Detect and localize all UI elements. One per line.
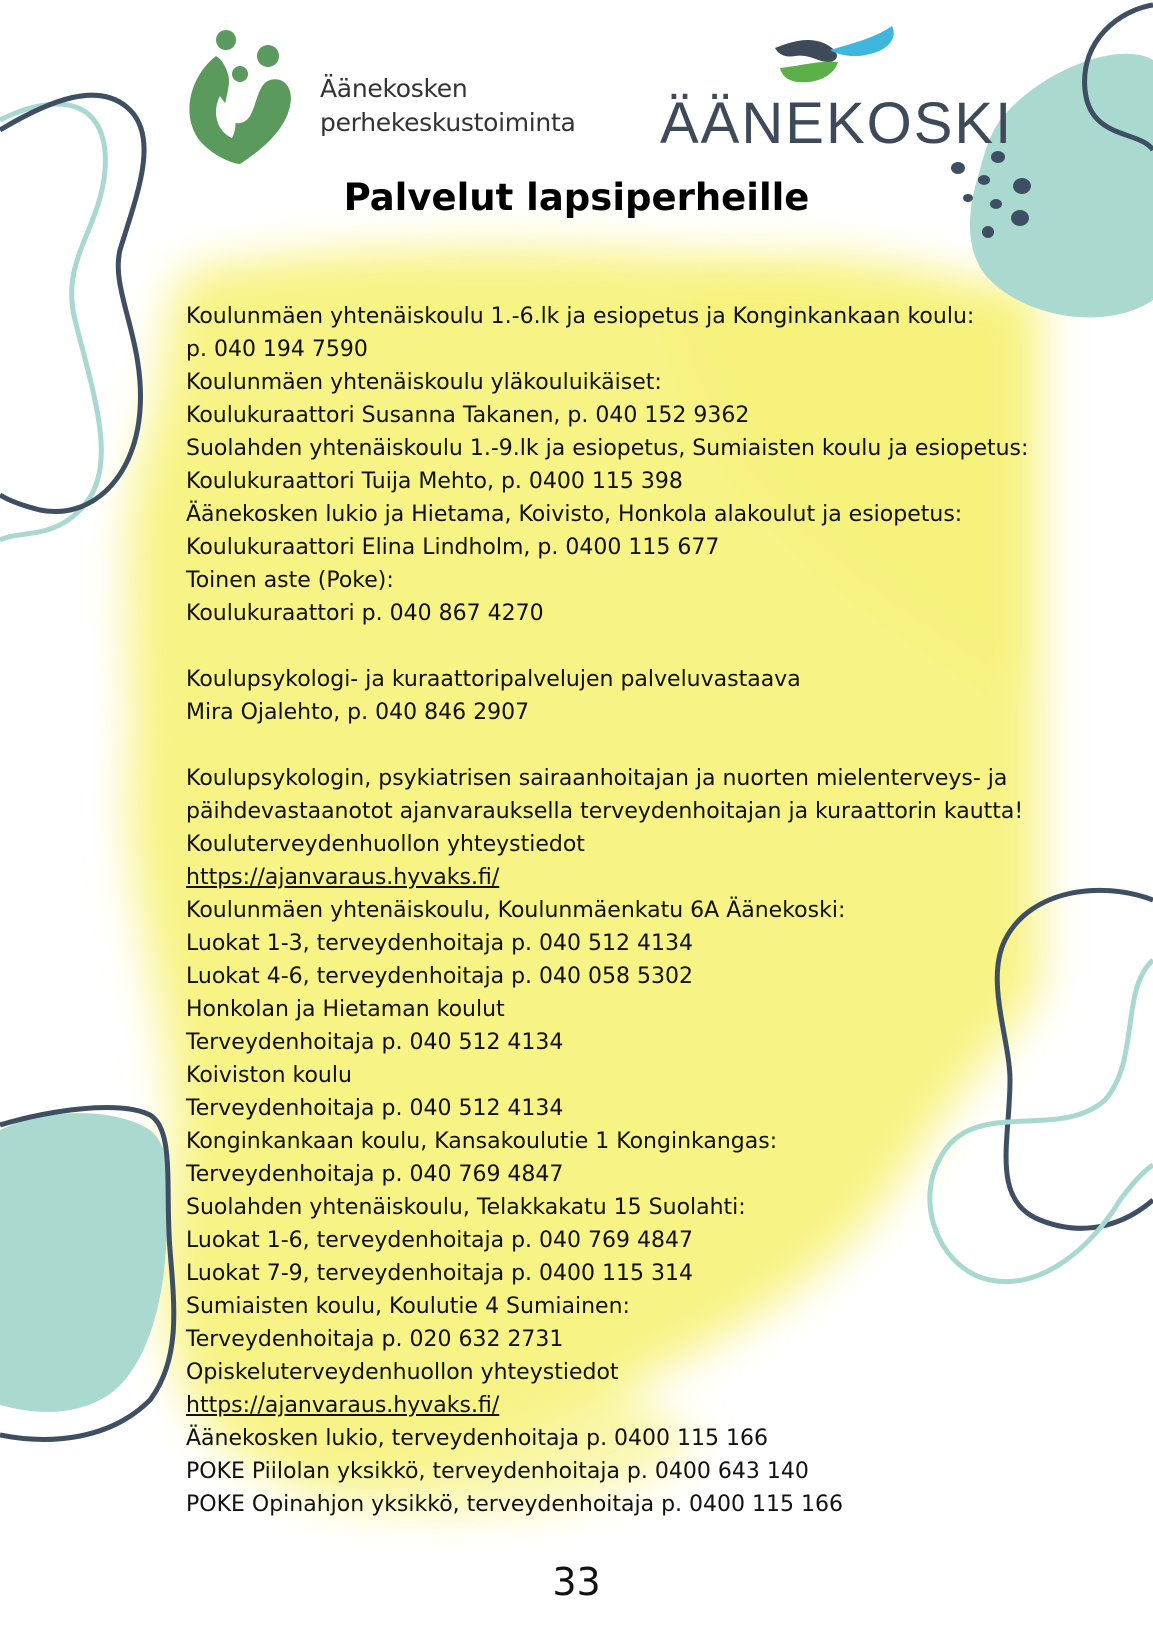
list-item: Toinen aste (Poke):	[186, 568, 394, 593]
list-item: Koiviston koulu	[186, 1063, 352, 1088]
list-item: Opiskeluterveydenhuollon yhteystiedot	[186, 1360, 619, 1385]
list-item: Äänekosken lukio ja Hietama, Koivisto, Honkola alakoulut ja esiopetus:	[186, 502, 963, 527]
list-item: Sumiaisten koulu, Koulutie 4 Sumiainen:	[186, 1294, 630, 1319]
list-item: POKE Piilolan yksikkö, terveydenhoitaja p. 0400 643 140	[186, 1459, 809, 1484]
list-item: Honkolan ja Hietaman koulut	[186, 997, 505, 1022]
family-heart-icon	[180, 26, 310, 166]
aanekoski-wave-icon	[720, 20, 960, 100]
list-item	[186, 861, 1086, 894]
list-item: Koulunmäen yhtenäiskoulu, Koulunmäenkatu 6A Äänekoski:	[186, 898, 846, 923]
aanekoski-logo	[660, 20, 1014, 156]
booking-link[interactable]: https://ajanvaraus.hyvaks.fi/	[186, 1393, 500, 1418]
org-name-line2: perhekeskustoiminta	[320, 108, 576, 137]
list-item: Koulupsykologin, psykiatrisen sairaanhoitajan ja nuorten mielenterveys- ja	[186, 766, 1008, 791]
org-name-line1: Äänekosken	[320, 74, 468, 103]
list-item: Terveydenhoitaja p. 040 769 4847	[186, 1162, 564, 1187]
teal-blob-bottom-left	[0, 1113, 169, 1412]
blank-line	[186, 630, 1086, 663]
booking-link[interactable]: https://ajanvaraus.hyvaks.fi/	[186, 865, 500, 890]
list-item: Koulukuraattori Tuija Mehto, p. 0400 115 398	[186, 469, 683, 494]
list-item: päihdevastaanotot ajanvarauksella terveydenhoitajan ja kuraattorin kautta!	[186, 799, 1024, 824]
list-item: Mira Ojalehto, p. 040 846 2907	[186, 700, 530, 725]
list-item: Äänekosken lukio, terveydenhoitaja p. 0400 115 166	[186, 1426, 769, 1451]
list-item: Luokat 7-9, terveydenhoitaja p. 0400 115 314	[186, 1261, 693, 1286]
list-item	[186, 1389, 1086, 1422]
teal-outline-left	[0, 104, 105, 540]
perhekeskus-logo	[180, 26, 576, 166]
list-item: Terveydenhoitaja p. 040 512 4134	[186, 1030, 564, 1055]
list-item: Terveydenhoitaja p. 040 512 4134	[186, 1096, 564, 1121]
list-item: Suolahden yhtenäiskoulu, Telakkakatu 15 Suolahti:	[186, 1195, 746, 1220]
page-number: 33	[552, 1560, 601, 1604]
list-item: Suolahden yhtenäiskoulu 1.-9.lk ja esiopetus, Sumiaisten koulu ja esiopetus:	[186, 436, 1029, 461]
list-item: Koulunmäen yhtenäiskoulu yläkouluikäiset:	[186, 370, 662, 395]
blank-line	[186, 729, 1086, 762]
list-item: Luokat 1-3, terveydenhoitaja p. 040 512 4134	[186, 931, 693, 956]
list-item: Koulukuraattori Elina Lindholm, p. 0400 115 677	[186, 535, 720, 560]
list-item: POKE Opinahjon yksikkö, terveydenhoitaja p. 0400 115 166	[186, 1492, 843, 1517]
list-item: Koulukuraattori Susanna Takanen, p. 040 152 9362	[186, 403, 750, 428]
list-item: Konginkankaan koulu, Kansakoulutie 1 Konginkangas:	[186, 1129, 778, 1154]
list-item: Luokat 1-6, terveydenhoitaja p. 040 769 4847	[186, 1228, 693, 1253]
list-item: Koulupsykologi- ja kuraattoripalvelujen palveluvastaava	[186, 667, 801, 692]
list-item: Kouluterveydenhuollon yhteystiedot	[186, 832, 585, 857]
list-item: Terveydenhoitaja p. 020 632 2731	[186, 1327, 564, 1352]
city-name: ÄÄNEKOSKI	[660, 91, 1014, 156]
list-item: Koulukuraattori p. 040 867 4270	[186, 601, 544, 626]
org-name	[320, 72, 576, 140]
page-title: Palvelut lapsiperheille	[343, 176, 810, 219]
list-item: p. 040 194 7590	[186, 337, 368, 362]
list-item: Luokat 4-6, terveydenhoitaja p. 040 058 5302	[186, 964, 693, 989]
list-item: Koulunmäen yhtenäiskoulu 1.-6.lk ja esiopetus ja Konginkankaan koulu:	[186, 304, 975, 329]
services-list	[186, 300, 1086, 1521]
